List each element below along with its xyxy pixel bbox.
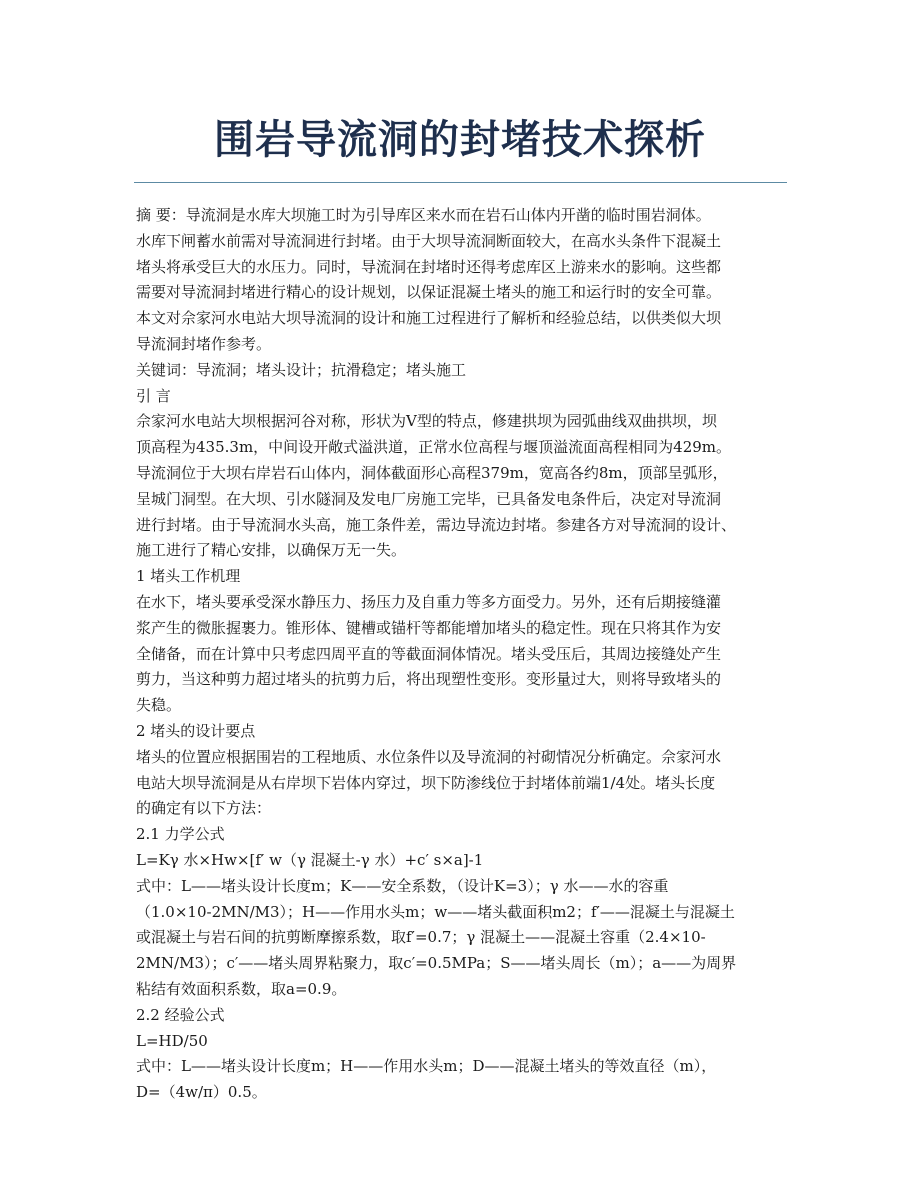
text-line: 水库下闸蓄水前需对导流洞进行封堵。由于大坝导流洞断面较大，在高水头条件下混凝土 (136, 231, 722, 250)
text-line: 佘家河水电站大坝根据河谷对称，形状为Ⅴ型的特点，修建拱坝为园弧曲线双曲拱坝，坝 (136, 412, 717, 431)
text-line: 在水下，堵头要承受深水静压力、扬压力及自重力等多方面受力。另外，还有后期接缝灌 (136, 592, 722, 611)
text-line: 呈城门洞型。在大坝、引水隧洞及发电厂房施工完毕，已具备发电条件后，决定对导流洞 (136, 489, 722, 508)
text-line: 关键词：导流洞；堵头设计；抗滑稳定；堵头施工 (136, 360, 467, 379)
text-line: 浆产生的微胀握裹力。锥形体、键槽或锚杆等都能增加堵头的稳定性。现在只将其作为安 (136, 618, 722, 637)
text-line: 2MN/M3）；c′——堵头周界粘聚力，取c′=0.5MPa；S——堵头周长（m）；a——为周界 (136, 954, 737, 973)
text-line: 2 堵头的设计要点 (136, 721, 256, 740)
text-line: 摘 要：导流洞是水库大坝施工时为引导库区来水而在岩石山体内开凿的临时围岩洞体。 (136, 206, 711, 224)
text-line: 电站大坝导流洞是从右岸坝下岩体内穿过，坝下防渗线位于封堵体前端1/4处。堵头长度 (136, 773, 716, 792)
text-line: 式中：L——堵头设计长度m；K——安全系数，（设计K=3）；γ 水——水的容重 (136, 876, 669, 895)
text-line: D=（4w/π）0.5。 (136, 1083, 267, 1102)
text-line: 需要对导流洞封堵进行精心的设计规划，以保证混凝土堵头的施工和运行时的安全可靠。 (136, 283, 722, 302)
text-line: （1.0×10-2MN/M3）；H——作用水头m；w——堵头截面积m2；f′——混凝土与混凝土 (136, 902, 735, 921)
text-line: 顶高程为435.3m，中间设开敞式溢洪道，正常水位高程与堰顶溢流面高程相同为429m。 (136, 438, 732, 457)
text-line: L=Kγ 水×Hw×[f′ w（γ 混凝土-γ 水）+c′ s×a]-1 (136, 850, 484, 869)
text-line: L=HD/50 (136, 1031, 208, 1050)
text-line: 本文对佘家河水电站大坝导流洞的设计和施工过程进行了解析和经验总结，以供类似大坝 (136, 309, 722, 328)
text-line: 导流洞位于大坝右岸岩石山体内，洞体截面形心高程379m，宽高各约8m，顶部呈弧形， (136, 463, 728, 482)
text-line: 全储备，而在计算中只考虑四周平直的等截面洞体情况。堵头受压后，其周边接缝处产生 (136, 644, 722, 663)
document-title: 围岩导流洞的封堵技术探析 (214, 117, 706, 163)
text-line: 式中：L——堵头设计长度m；H——作用水头m；D——混凝土堵头的等效直径（m）， (136, 1057, 717, 1076)
text-line: 堵头将承受巨大的水压力。同时，导流洞在封堵时还得考虑库区上游来水的影响。这些都 (136, 257, 722, 276)
text-line: 失稳。 (136, 696, 182, 715)
text-line: 2.1 力学公式 (136, 825, 225, 844)
text-line: 的确定有以下方法： (136, 799, 272, 818)
text-line: 导流洞封堵作参考。 (136, 334, 272, 353)
title-divider (134, 182, 787, 183)
text-line: 堵头的位置应根据围岩的工程地质、水位条件以及导流洞的衬砌情况分析确定。佘家河水 (136, 747, 722, 766)
text-line: 引 言 (136, 386, 171, 405)
text-line: 粘结有效面积系数，取a=0.9。 (136, 979, 347, 998)
text-line: 施工进行了精心安排，以确保万无一失。 (136, 541, 407, 560)
text-line: 剪力，当这种剪力超过堵头的抗剪力后，将出现塑性变形。变形量过大，则将导致堵头的 (136, 670, 722, 689)
text-line: 2.2 经验公式 (136, 1005, 225, 1024)
document-body (136, 203, 788, 1106)
text-line: 或混凝土与岩石间的抗剪断摩擦系数，取f′=0.7；γ 混凝土——混凝土容重（2.4×10- (136, 928, 706, 947)
text-line: 进行封堵。由于导流洞水头高，施工条件差，需边导流边封堵。参建各方对导流洞的设计、 (136, 515, 737, 534)
text-line: 1 堵头工作机理 (136, 567, 241, 586)
